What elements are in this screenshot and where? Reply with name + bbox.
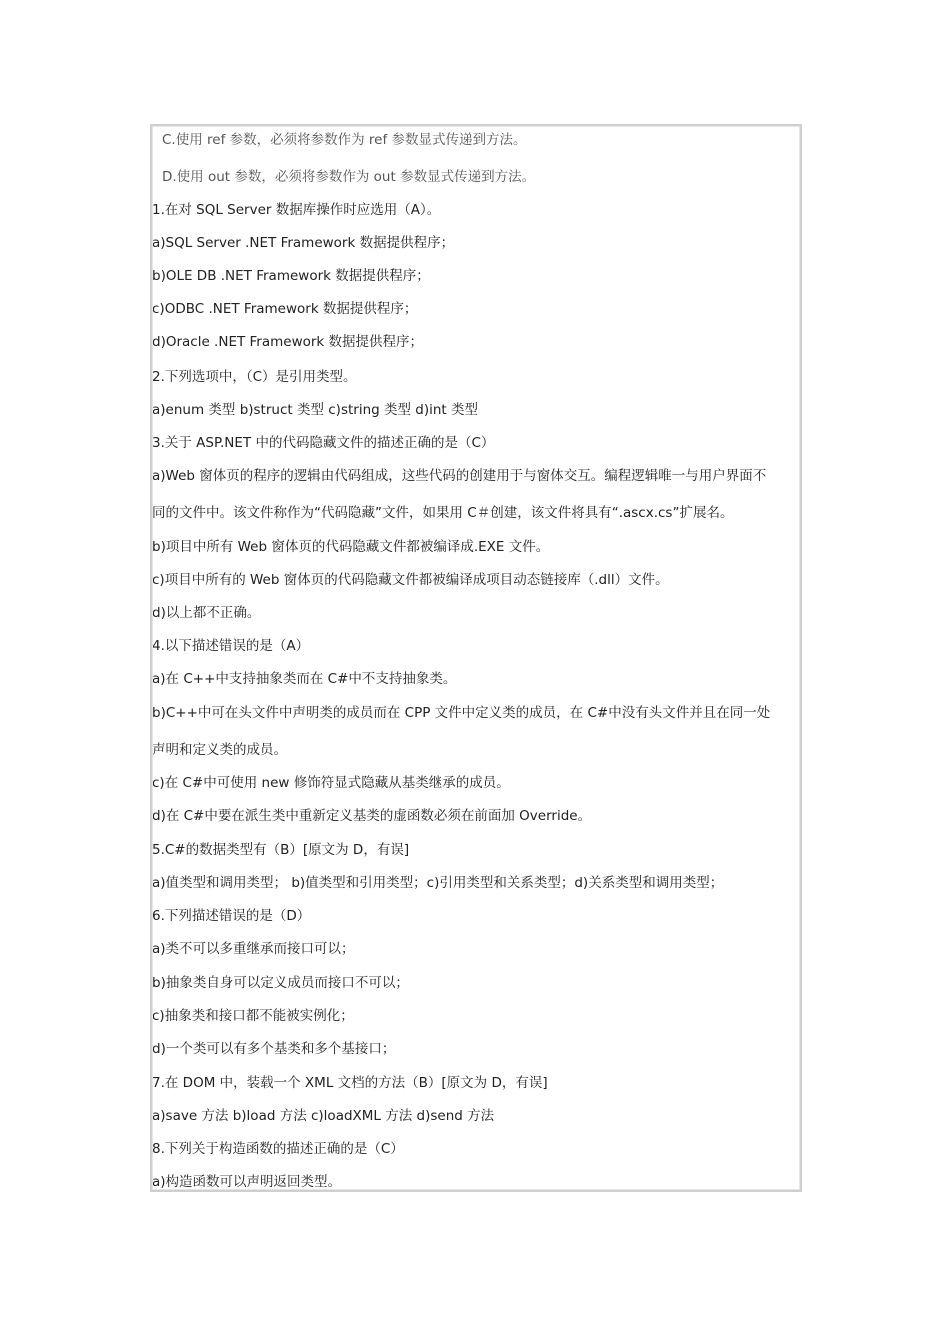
- option-line: c)ODBC .NET Framework 数据提供程序；: [152, 301, 418, 317]
- question-line: 6.下列描述错误的是（D）: [152, 908, 311, 924]
- option-line: d)Oracle .NET Framework 数据提供程序；: [152, 334, 424, 350]
- option-line: a)值类型和调用类型； b)值类型和引用类型；c)引用类型和关系类型；d)关系类型和调用类型；: [152, 875, 724, 891]
- question-line: 1.在对 SQL Server 数据库操作时应选用（A）。: [152, 202, 441, 218]
- option-line: c)抽象类和接口都不能被实例化；: [152, 1008, 354, 1024]
- option-line: b)项目中所有 Web 窗体页的代码隐藏文件都被编译成.EXE 文件。: [152, 539, 550, 555]
- question-line: 5.C#的数据类型有（B）[原文为 D，有误]: [152, 842, 410, 858]
- text-line: C.使用 ref 参数，必须将参数作为 ref 参数显式传递到方法。: [162, 132, 527, 148]
- option-line: a)类不可以多重继承而接口可以；: [152, 941, 355, 957]
- question-line: 4.以下描述错误的是（A）: [152, 638, 310, 654]
- option-line: 声明和定义类的成员。: [152, 742, 287, 758]
- option-line: b)抽象类自身可以定义成员而接口不可以；: [152, 975, 409, 991]
- document-frame: [150, 124, 802, 1192]
- option-line: b)OLE DB .NET Framework 数据提供程序；: [152, 268, 430, 284]
- option-line: a)在 C++中支持抽象类而在 C#中不支持抽象类。: [152, 671, 457, 687]
- option-line: 同的文件中。该文件称作为“代码隐藏”文件，如果用 C＃创建，该文件将具有“.ascx.cs”扩展名。: [152, 505, 734, 521]
- question-line: 2.下列选项中，（C）是引用类型。: [152, 369, 357, 385]
- option-line: c)项目中所有的 Web 窗体页的代码隐藏文件都被编译成项目动态链接库（.dll）文件。: [152, 572, 669, 588]
- question-line: 7.在 DOM 中，装载一个 XML 文档的方法（B）[原文为 D，有误]: [152, 1075, 548, 1091]
- question-line: 8.下列关于构造函数的描述正确的是（C）: [152, 1141, 404, 1157]
- option-line: d)在 C#中要在派生类中重新定义基类的虚函数必须在前面加 Override。: [152, 808, 592, 824]
- option-line: a)构造函数可以声明返回类型。: [152, 1174, 342, 1190]
- option-line: a)SQL Server .NET Framework 数据提供程序；: [152, 235, 455, 251]
- option-line: a)Web 窗体页的程序的逻辑由代码组成，这些代码的创建用于与窗体交互。编程逻辑唯一与用户界面不: [152, 468, 767, 484]
- option-line: a)save 方法 b)load 方法 c)loadXML 方法 d)send 方法: [152, 1108, 495, 1124]
- option-line: d)以上都不正确。: [152, 605, 261, 621]
- option-line: a)enum 类型 b)struct 类型 c)string 类型 d)int 类型: [152, 402, 479, 418]
- option-line: b)C++中可在头文件中声明类的成员而在 CPP 文件中定义类的成员，在 C#中没有头文件并且在同一处: [152, 705, 771, 721]
- text-line: D.使用 out 参数，必须将参数作为 out 参数显式传递到方法。: [162, 169, 536, 185]
- option-line: d)一个类可以有多个基类和多个基接口；: [152, 1041, 396, 1057]
- question-line: 3.关于 ASP.NET 中的代码隐藏文件的描述正确的是（C）: [152, 435, 495, 451]
- option-line: c)在 C#中可使用 new 修饰符显式隐藏从基类继承的成员。: [152, 775, 510, 791]
